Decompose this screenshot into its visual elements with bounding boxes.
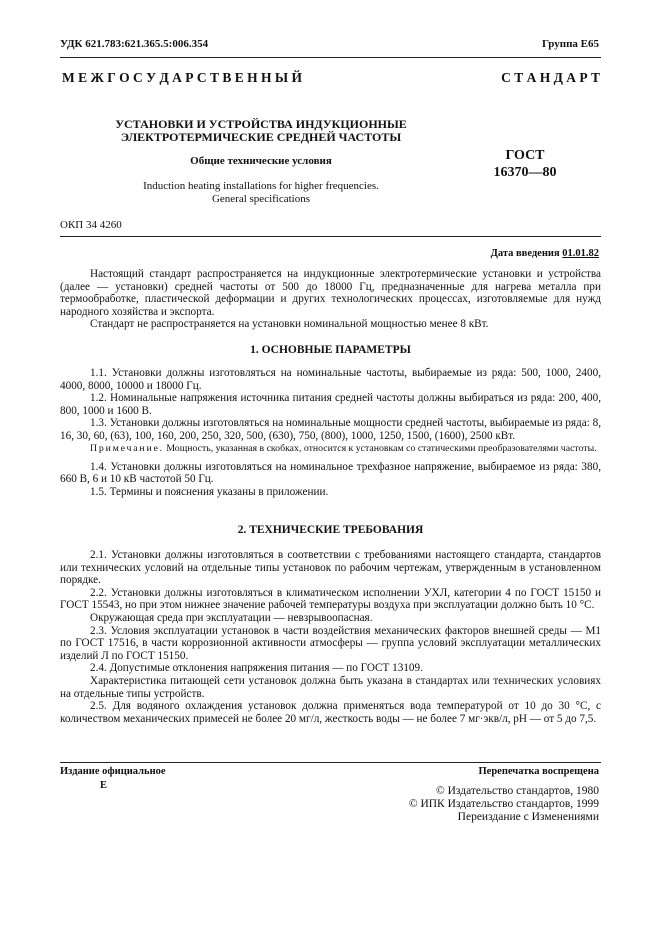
- gost-code: 16370—80: [493, 165, 557, 180]
- note-text: Мощность, указанная в скобках, относится к установкам со статическими преобразователями частоты.: [166, 442, 597, 454]
- note-label: Примечание.: [90, 442, 164, 454]
- udk-code: УДК 621.783:621.365.5:006.354: [60, 38, 209, 50]
- section-1-body: [60, 367, 601, 498]
- document-subtitle: Общие технические условия: [190, 155, 332, 167]
- copyright-line-1: © Издательство стандартов, 1980: [435, 785, 599, 797]
- group-code: Группа Е65: [541, 38, 599, 50]
- copyright-line-2: © ИПК Издательство стандартов, 1999: [408, 798, 599, 810]
- title-line-1: УСТАНОВКИ И УСТРОЙСТВА ИНДУКЦИОННЫЕ: [115, 117, 407, 131]
- title-line-2: ЭЛЕКТРОТЕРМИЧЕСКИЕ СРЕДНЕЙ ЧАСТОТЫ: [120, 130, 402, 144]
- banner-word-1: М Е Ж Г О С У Д А Р С Т В Е Н Н Ы Й: [62, 70, 303, 85]
- section-2-body: [60, 549, 601, 725]
- clause-1-5: 1.5. Термины и пояснения указаны в приложении.: [90, 485, 329, 498]
- english-title-line-1: Induction heating installations for higher frequencies.: [143, 180, 379, 192]
- divider-footer: [60, 762, 601, 763]
- interstate-standard-banner: [62, 70, 600, 86]
- okp-code: ОКП 34 4260: [60, 219, 122, 231]
- section-2-heading: 2. ТЕХНИЧЕСКИЕ ТРЕБОВАНИЯ: [237, 524, 424, 536]
- clause-1-3: 1.3. Установки должны изготовляться на номинальные мощности средней частоты, выбираемые из ряда: 8, 16, 30, 60, (63), 100, 160, 200, 250, 320, 500, (630), 750, (800), 1000, 1250, 1500, (1600), 2500 кВт.: [60, 417, 601, 442]
- clause-2-3: 2.3. Условия эксплуатации установок в части воздействия механических факторов внешней среды — М1 по ГОСТ 17516, в части коррозионной активности атмосферы — группа условий эксплуатации металлических изделий Л по ГОСТ 15150.: [60, 624, 601, 662]
- clause-2-1: 2.1. Установки должны изготовляться в соответствии с требованиями настоящего стандарта, стандартов или технических условий на отдельные типы установок по рабочим чертежам, утвержденным в установленном порядке.: [60, 549, 601, 587]
- supply-network-note: Характеристика питающей сети установок должна быть указана в стандартах или технических условиях на отдельные типы устройств.: [60, 674, 601, 700]
- divider-middle: [60, 236, 601, 237]
- note: [60, 443, 601, 455]
- gost-label: ГОСТ: [505, 148, 545, 163]
- edition-letter: Е: [100, 780, 108, 791]
- intro-paragraph-1: Настоящий стандарт распространяется на индукционные электротермические установки и устройства (далее — установки) средней частоты от 500 до 18000 Гц, предназначенные для нагрева металла при термообработке, пластической деформации и других технологических процессах, изготовляемые для нужд народного хозяйства и экспорта.: [60, 268, 601, 318]
- clause-2-5: 2.5. Для водяного охлаждения установок должна применяться вода температурой от 10 до 30 °С, с количеством механических примесей не более 20 мг/л, жесткость воды — не более 7 мг·экв/л, pH — от 5 до 7,5.: [60, 700, 601, 725]
- english-title-line-2: General specifications: [211, 193, 311, 205]
- section-1-heading: 1. ОСНОВНЫЕ ПАРАМЕТРЫ: [250, 344, 411, 356]
- environment-note: Окружающая среда при эксплуатации — невзрывоопасная.: [90, 611, 373, 624]
- divider-top: [60, 57, 601, 58]
- effective-date-label: Дата введения: [490, 248, 560, 259]
- copyright-block: [409, 785, 599, 824]
- intro-text: [60, 268, 601, 331]
- intro-paragraph-2: Стандарт не распространяется на установки номинальной мощностью менее 8 кВт.: [90, 318, 489, 331]
- official-edition: Издание официальное: [60, 766, 166, 777]
- banner-word-2: С Т А Н Д А Р Т: [501, 70, 600, 85]
- reissue-note: Переиздание с Изменениями: [457, 811, 599, 823]
- clause-1-1: 1.1. Установки должны изготовляться на номинальные частоты, выбираемые из ряда: 500, 1000, 2400, 4000, 8000, 10000 и 18000 Гц.: [60, 367, 601, 392]
- document-title: [100, 118, 422, 144]
- gost-number: [470, 147, 580, 181]
- reprint-prohibited: Перепечатка воспрещена: [478, 766, 599, 777]
- english-title: [100, 180, 422, 206]
- clause-2-2: 2.2. Установки должны изготовляться в климатическом исполнении УХЛ, категории 4 по ГОСТ 15150 и ГОСТ 15543, но при этом нижнее значение рабочей температуры воздуха при эксплуатации должно быть 10 °С.: [60, 586, 601, 612]
- clause-2-4: 2.4. Допустимые отклонения напряжения питания — по ГОСТ 13109.: [90, 662, 423, 675]
- effective-date-value: 01.01.82: [562, 248, 599, 259]
- effective-date: [491, 248, 599, 259]
- clause-1-4: 1.4. Установки должны изготовляться на номинальное трехфазное напряжение, выбираемое из ряда: 380, 660 В, 6 и 10 кВ частотой 50 Гц.: [60, 460, 601, 486]
- clause-1-2: 1.2. Номинальные напряжения источника питания средней частоты должны выбираться из ряда: 200, 400, 800, 1000 и 1600 В.: [60, 392, 601, 417]
